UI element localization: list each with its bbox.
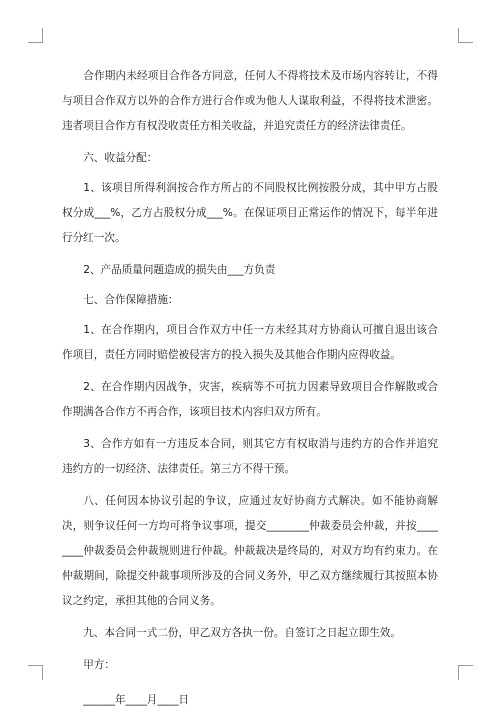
document-body (62, 64, 438, 713)
paragraph-arbitration: 八、任何因本协议引起的争议，应通过友好协商方式解决。如不能协商解决，则争议任何一方均可将争议事项，提交________仲裁委员会仲裁，并按________仲裁委员会仲裁规则进行仲裁。仲裁裁决是终局的，对双方均有约束力。在仲裁期间，除提交仲裁事项所涉及的合同义务外，甲乙双方继续履行其按照本协议之约定，承担其他的合同义务。 (62, 495, 438, 607)
corner-crop-mark-bottom-left (28, 665, 43, 680)
corner-crop-mark-top-right (458, 28, 473, 43)
signature-party-a: 甲方： (83, 659, 115, 671)
paragraph-quality-loss: 2、产品质量问题造成的损失由___方负责 (83, 264, 276, 276)
paragraph-breach: 3、合作方如有一方违反本合同，则其它方有权取消与违约方的合作并追究违约方的一切经济、法律责任。第三方不得干预。 (62, 438, 438, 475)
paragraph-withdrawal: 1、在合作期内，项目合作双方中任一方未经其对方协商认可擅自退出该合作项目，责任方同时赔偿被侵害方的投入损失及其他合作期内应得收益。 (62, 324, 438, 361)
section-heading-guarantee-measures: 七、合作保障措施： (83, 294, 179, 306)
corner-crop-mark-bottom-right (458, 665, 473, 680)
section-heading-profit-distribution: 六、收益分配： (83, 152, 158, 164)
paragraph-profit-share: 1、该项目所得利润按合作方所占的不同股权比例按股分成，其中甲方占股权分成___%，乙方占股权分成___%。在保证项目正常运作的情况下，每半年进行分红一次。 (62, 182, 438, 244)
paragraph-confidentiality: 合作期内未经项目合作各方同意，任何人不得将技术及市场内容转让，不得与项目合作双方以外的合作方进行合作或为他人人谋取利益，不得将技术泄密。违者项目合作方有权没收责任方相关收益，并追究责任方的经济法律责任。 (62, 70, 438, 132)
paragraph-force-majeure: 2、在合作期内因战争，灾害，疾病等不可抗力因素导致项目合作解散或合作期满各合作方不再合作，该项目技术内容归双方所有。 (62, 381, 438, 418)
corner-crop-mark-top-left (28, 28, 43, 43)
signature-date: ______年____月____日 (83, 694, 190, 706)
paragraph-effectiveness: 九、本合同一式二份，甲乙双方各执一份。自签订之日起立即生效。 (83, 627, 401, 639)
